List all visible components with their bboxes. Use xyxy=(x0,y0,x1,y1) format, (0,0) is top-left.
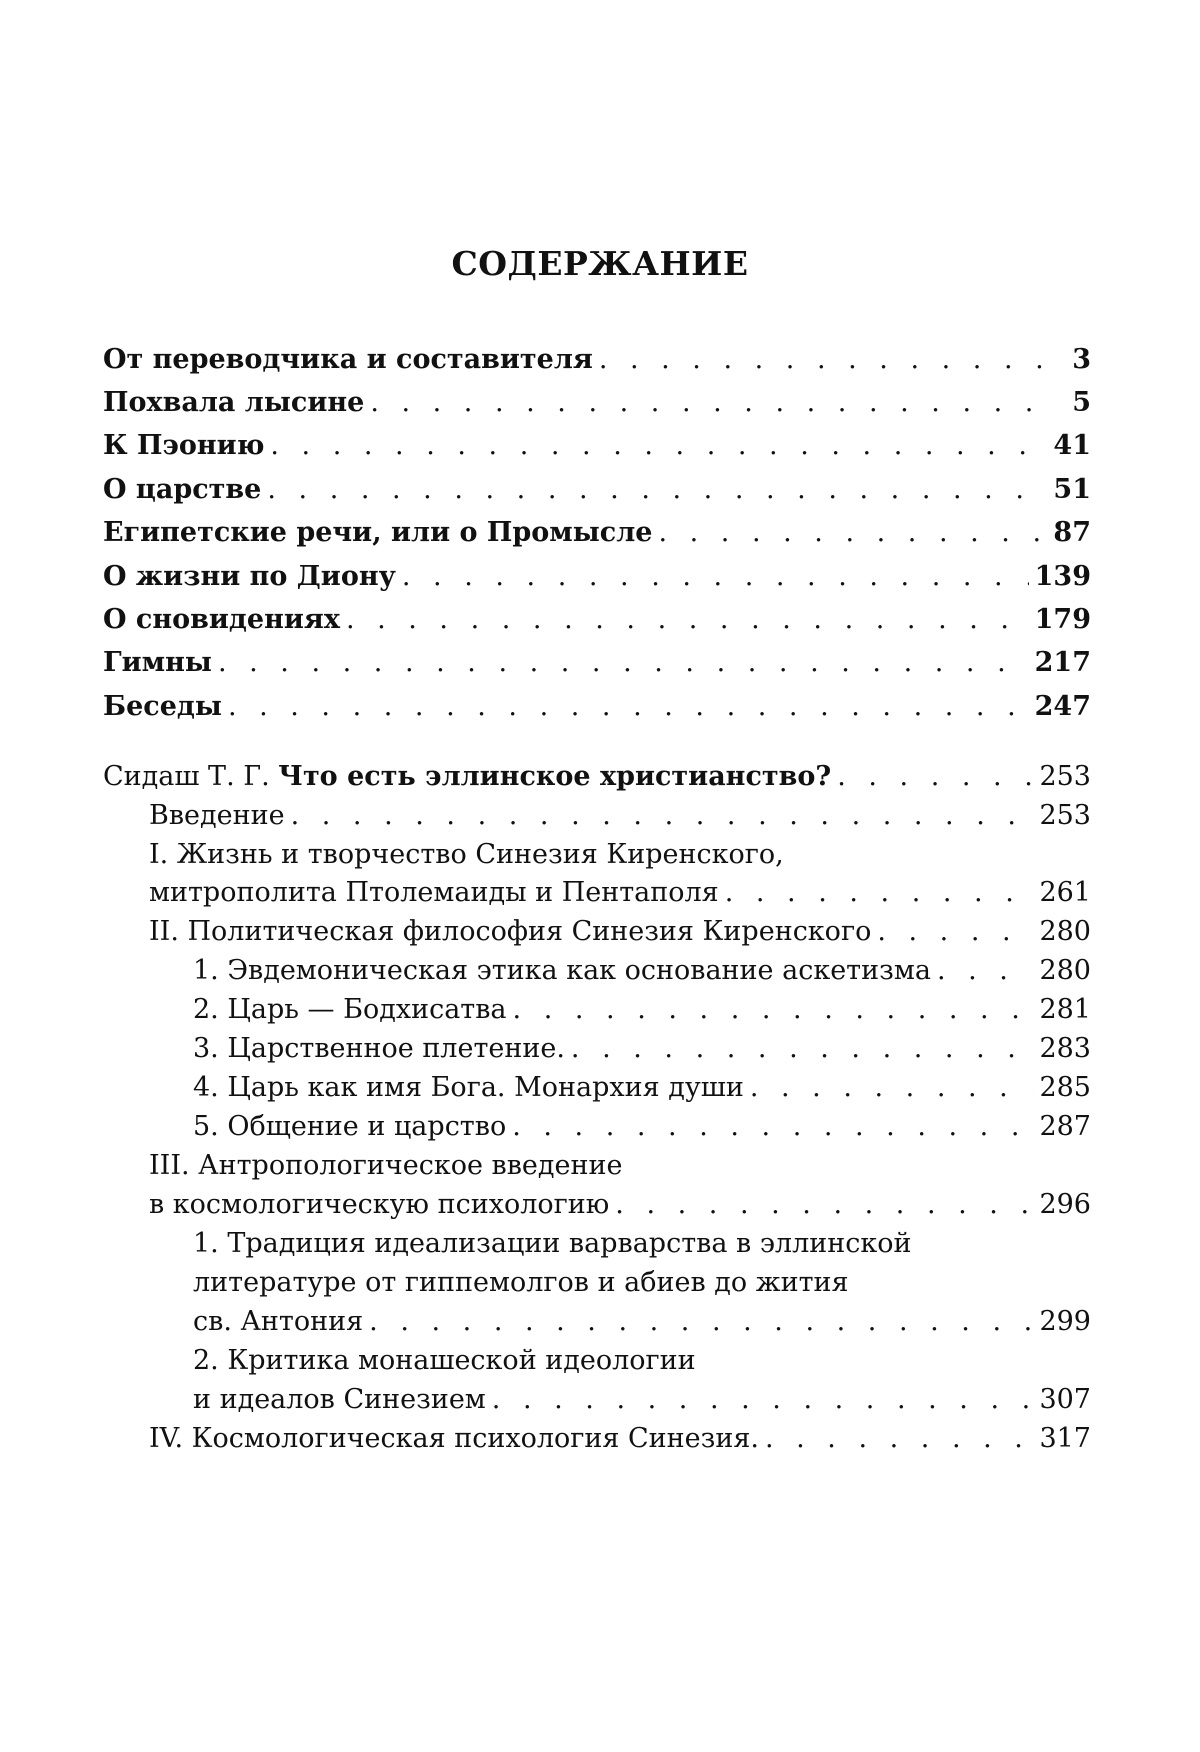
toc-entry-page: 281 xyxy=(1039,994,1091,1025)
dot-leader xyxy=(615,1186,1033,1224)
toc-entry[interactable] xyxy=(103,426,1091,466)
toc-subsubentry[interactable] xyxy=(193,991,1091,1029)
toc-subentry[interactable] xyxy=(149,913,1091,951)
toc-entry[interactable] xyxy=(103,643,1091,683)
toc-entry-page: 317 xyxy=(1039,1423,1091,1454)
dot-leader xyxy=(228,687,1029,727)
toc-entry-page: 51 xyxy=(1053,474,1091,505)
toc-entry[interactable] xyxy=(103,687,1091,727)
toc-entry-label: митрополита Птолемаиды и Пентаполя xyxy=(149,877,719,908)
dot-leader xyxy=(658,513,1047,553)
toc-entry-page: 217 xyxy=(1034,647,1091,678)
toc-entry-page: 179 xyxy=(1034,604,1091,635)
toc-subentry[interactable] xyxy=(149,874,1091,912)
toc-entry-label: О сновидениях xyxy=(103,604,340,635)
toc-entry-page: 253 xyxy=(1039,761,1091,792)
toc-entry[interactable] xyxy=(103,557,1091,597)
dot-leader xyxy=(346,600,1029,640)
toc-subsubentry[interactable] xyxy=(193,1030,1091,1068)
dot-leader xyxy=(218,643,1029,683)
dot-leader xyxy=(402,557,1029,597)
toc-entry-label: св. Антония xyxy=(193,1306,364,1337)
toc-entry-label: Беседы xyxy=(103,691,222,722)
dot-leader xyxy=(370,383,1051,423)
toc-entry-label: II. Политическая философия Синезия Киренского xyxy=(149,916,872,947)
toc-subentry-line: литературе от гиппемолгов и абиев до жития xyxy=(193,1267,849,1298)
toc-entry[interactable] xyxy=(103,513,1091,553)
toc-entry-page: 307 xyxy=(1039,1384,1091,1415)
toc-subentry-line: III. Антропологическое введение xyxy=(149,1150,623,1181)
dot-leader xyxy=(599,340,1051,380)
toc-subentry[interactable] xyxy=(149,1420,1091,1458)
toc-entry-label: К Пэонию xyxy=(103,430,265,461)
toc-entry[interactable] xyxy=(103,340,1091,380)
toc-subentry[interactable] xyxy=(149,1186,1091,1224)
toc-subsubentry[interactable] xyxy=(193,1108,1091,1146)
toc-entry-label: Египетские речи, или о Промысле xyxy=(103,517,653,548)
toc-subentry[interactable] xyxy=(149,797,1091,835)
essay-title: Что есть эллинское христианство? xyxy=(278,761,832,792)
toc-subsubentry[interactable] xyxy=(193,1381,1091,1419)
toc-subsubentry[interactable] xyxy=(193,1069,1091,1107)
toc-subentry-line: I. Жизнь и творчество Синезия Киренского, xyxy=(149,839,784,870)
toc-entry-label: IV. Космологическая психология Синезия. xyxy=(149,1423,759,1454)
dot-leader xyxy=(512,1108,1033,1146)
toc-entry-page: 139 xyxy=(1034,561,1091,592)
toc-entry-page: 287 xyxy=(1039,1111,1091,1142)
toc-entry-label: 5. Общение и царство xyxy=(193,1111,507,1142)
toc-entry-label: Гимны xyxy=(103,647,212,678)
toc-entry-page: 283 xyxy=(1039,1033,1091,1064)
toc-entry-label: и идеалов Синезием xyxy=(193,1384,486,1415)
toc-entry-label: в космологическую психологию xyxy=(149,1189,610,1220)
toc-entry-page: 3 xyxy=(1072,344,1091,375)
toc-subsubentry[interactable] xyxy=(193,1303,1091,1341)
dot-leader xyxy=(837,758,1033,796)
dot-leader xyxy=(369,1303,1033,1341)
toc-entry-label: О жизни по Диону xyxy=(103,561,396,592)
toc-entry-page: 87 xyxy=(1053,517,1091,548)
dot-leader xyxy=(877,913,1033,951)
toc-entry-label: От переводчика и составителя xyxy=(103,344,593,375)
dot-leader xyxy=(750,1069,1034,1107)
toc-entry-label: 3. Царственное плетение. xyxy=(193,1033,565,1064)
toc-entry-page: 280 xyxy=(1039,955,1091,986)
dot-leader xyxy=(937,952,1034,990)
toc-entry-label: 1. Эвдемоническая этика как основание аскетизма xyxy=(193,955,931,986)
toc-essay-label xyxy=(103,758,831,796)
dot-leader xyxy=(270,426,1047,466)
toc-subentry-line: 2. Критика монашеской идеологии xyxy=(193,1345,696,1376)
dot-leader xyxy=(492,1381,1034,1419)
toc-entry[interactable] xyxy=(103,470,1091,510)
toc-entry[interactable] xyxy=(103,383,1091,423)
toc-entry-page: 41 xyxy=(1053,430,1091,461)
toc-subsubentry[interactable] xyxy=(193,952,1091,990)
dot-leader xyxy=(513,991,1034,1029)
toc-subentry-line: 1. Традиция идеализации варварства в эллинской xyxy=(193,1228,912,1259)
page-title: СОДЕРЖАНИЕ xyxy=(451,244,749,283)
dot-leader xyxy=(765,1420,1034,1458)
toc-entry-label: 4. Царь как имя Бога. Монархия души xyxy=(193,1072,744,1103)
toc-entry-page: 280 xyxy=(1039,916,1091,947)
toc-entry-label: Введение xyxy=(149,800,285,831)
toc-entry-label: 2. Царь — Бодхисатва xyxy=(193,994,507,1025)
toc-entry-page: 261 xyxy=(1039,877,1091,908)
toc-entry-page: 247 xyxy=(1034,691,1091,722)
toc-entry-page: 253 xyxy=(1039,800,1091,831)
toc-entry-page: 296 xyxy=(1039,1189,1091,1220)
toc-entry-label: Похвала лысине xyxy=(103,387,365,418)
toc-entry-label: О царстве xyxy=(103,474,262,505)
dot-leader xyxy=(291,797,1034,835)
toc-entry-page: 285 xyxy=(1039,1072,1091,1103)
toc-entry-page: 5 xyxy=(1072,387,1091,418)
toc-essay-entry[interactable] xyxy=(103,758,1091,796)
dot-leader xyxy=(725,874,1034,912)
dot-leader xyxy=(571,1030,1034,1068)
toc-entry[interactable] xyxy=(103,600,1091,640)
essay-author: Сидаш Т. Г. xyxy=(103,761,270,792)
toc-entry-page: 299 xyxy=(1039,1306,1091,1337)
dot-leader xyxy=(267,470,1047,510)
